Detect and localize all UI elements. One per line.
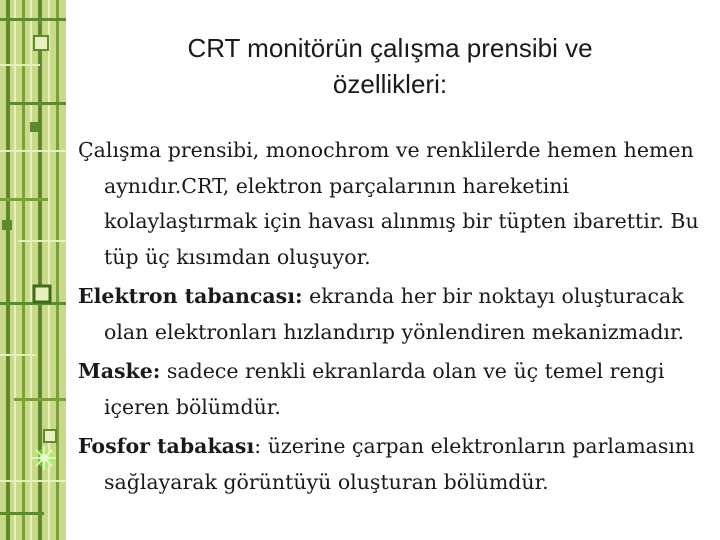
paragraph-mask bbox=[78, 354, 708, 425]
circuit-pattern bbox=[0, 0, 66, 540]
paragraph-text: : üzerine çarpan elektronların parlamasını sağlayarak görüntüyü oluşturan bölümdür. bbox=[104, 434, 695, 494]
paragraph-term: Fosfor tabakası bbox=[78, 434, 255, 458]
paragraph-text: Çalışma prensibi, monochrom ve renklilerde hemen hemen aynıdır.CRT, elektron parçalarının hareketini kolaylaştırmak için havası alınmış bir tüpten ibarettir. Bu tüp üç kısımdan oluşuyor. bbox=[78, 138, 699, 269]
slide-body bbox=[78, 133, 708, 504]
paragraph-text: ekranda her bir noktayı oluşturacak olan elektronları hızlandırıp yönlendiren mekanizmadır. bbox=[104, 284, 685, 344]
paragraph-term: Elektron tabancası: bbox=[78, 284, 303, 308]
slide-title-line-2: özellikleri: bbox=[332, 69, 448, 99]
paragraph-electron-gun bbox=[78, 279, 708, 350]
paragraph-phosphor-layer bbox=[78, 429, 708, 500]
paragraph-intro bbox=[78, 133, 708, 275]
circuit-board-decoration bbox=[0, 0, 66, 540]
paragraph-text: sadece renkli ekranlarda olan ve üç temel rengi içeren bölümdür. bbox=[104, 359, 665, 419]
slide-title-line-1: CRT monitörün çalışma prensibi ve bbox=[187, 33, 593, 63]
slide-title bbox=[100, 30, 680, 102]
paragraph-term: Maske: bbox=[78, 359, 161, 383]
